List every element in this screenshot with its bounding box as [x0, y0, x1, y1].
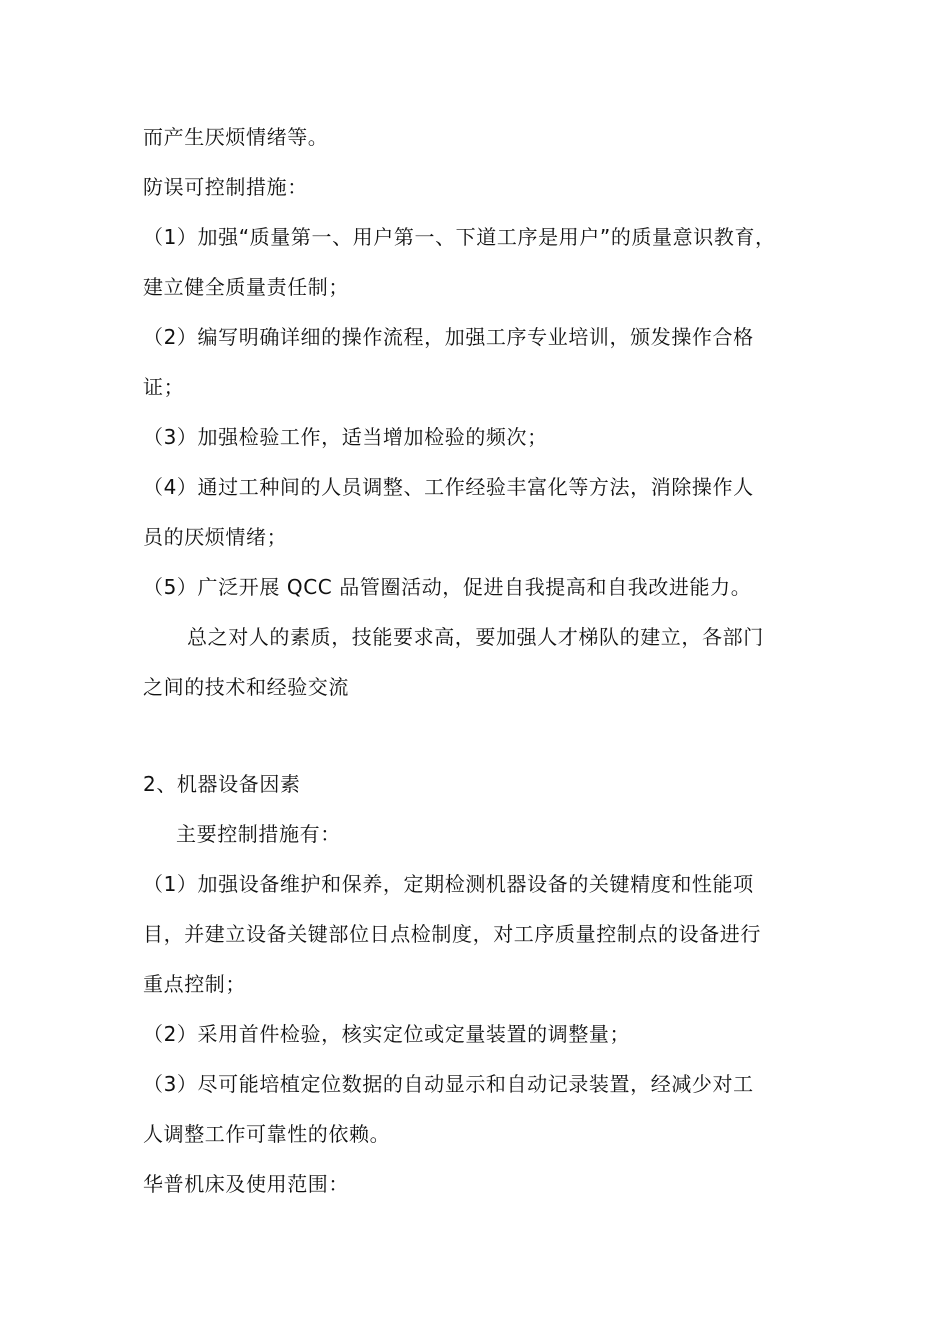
text-line: （5）广泛开展 QCC 品管圈活动，促进自我提高和自我改进能力。	[143, 575, 752, 599]
paragraph-indented-line: 总之对人的素质，技能要求高，要加强人才梯队的建立，各部门	[187, 625, 764, 649]
text-line: （1）加强“质量第一、用户第一、下道工序是用户”的质量意识教育，	[143, 225, 776, 249]
text-line: 员的厌烦情绪；	[143, 525, 288, 549]
text-line: （4）通过工种间的人员调整、工作经验丰富化等方法，消除操作人	[143, 475, 754, 499]
text-line: （2）采用首件检验，核实定位或定量装置的调整量；	[143, 1022, 631, 1046]
text-line: 之间的技术和经验交流	[143, 675, 349, 699]
text-line: （2）编写明确详细的操作流程，加强工序专业培训，颁发操作合格	[143, 325, 754, 349]
text-line: 目，并建立设备关键部位日点检制度，对工序质量控制点的设备进行	[143, 922, 761, 946]
text-line: 防误可控制措施：	[143, 175, 308, 199]
text-line: 华普机床及使用范围：	[143, 1172, 349, 1196]
text-line: （3）加强检验工作，适当增加检验的频次；	[143, 425, 548, 449]
text-line: 重点控制；	[143, 972, 246, 996]
text-line: 人调整工作可靠性的依赖。	[143, 1122, 391, 1146]
text-line: 证；	[143, 375, 185, 399]
text-line: 而产生厌烦情绪等。	[143, 125, 329, 149]
paragraph-indented-line: 主要控制措施有：	[176, 822, 341, 846]
text-line: 建立健全质量责任制；	[143, 275, 349, 299]
text-line: （1）加强设备维护和保养，定期检测机器设备的关键精度和性能项	[143, 872, 754, 896]
section-heading: 2、机器设备因素	[143, 772, 301, 796]
text-line: （3）尽可能培植定位数据的自动显示和自动记录装置，经减少对工	[143, 1072, 754, 1096]
